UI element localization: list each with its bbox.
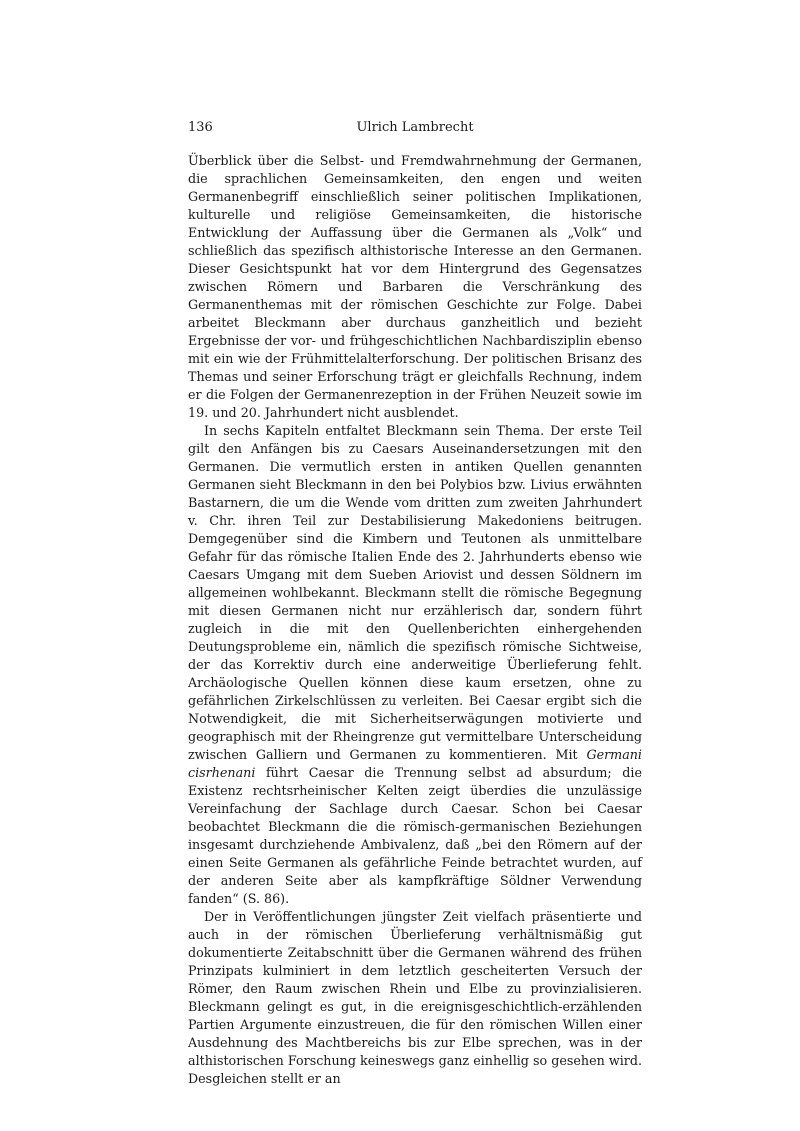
- paragraph-2-part-1: In sechs Kapiteln entfaltet Bleckmann sein Thema. Der erste Teil gilt den Anfängen bis zu Caesars Auseinandersetzungen mit den Germanen. Die vermutlich ersten in antiken Quellen genannten Germanen sieht Bleckmann in den bei Polybios bzw. Livius erwähnten Bastarnern, die um die Wende vom dritten zum zweiten Jahrhundert v. Chr. ihren Teil zur Destabilisierung Makedoniens beitrugen. Demgegenüber sind die Kimbern und Teutonen als unmittelbare Gefahr für das römische Italien Ende des 2. Jahrhunderts ebenso wie Caesars Umgang mit dem Sueben Ariovist und dessen Söldnern im allgemeinen wohlbekannt. Bleckmann stellt die römische Begegnung mit diesen Germanen nicht nur erzählerisch dar, sondern führt zugleich in die mit den Quellenberichten einhergehenden Deutungsprobleme ein, nämlich die spezifisch römische Sichtweise, der das Korrektiv durch eine anderweitige Überlieferung fehlt. Archäologische Quellen können diese kaum ersetzen, ohne zu gefährlichen Zirkelschlüssen zu verleiten. Bei Caesar ergibt sich die Notwendigkeit, die mit Sicherheitserwägungen motivierte und geographisch mit der Rheingrenze gut vermittelbare Unterscheidung zwischen Galliern und Germanen zu kommentieren. Mit: [188, 423, 642, 762]
- italic-term: Germani cisrhenani: [188, 747, 642, 780]
- paragraph-3: Der in Veröffentlichungen jüngster Zeit vielfach präsentierte und auch in der römischen Überlieferung verhältnismäßig gut dokumentierte Zeitabschnitt über die Germanen während des frühen Prinzipats kulminiert in dem letztlich gescheiterten Versuch der Römer, den Raum zwischen Rhein und Elbe zu provinzialisieren. Bleckmann gelingt es gut, in die ereignisgeschichtlich-erzählenden Partien Argumente einzustreuen, die für den römischen Willen einer Ausdehnung des Machtbereichs bis zur Elbe sprechen, was in der althistorischen Forschung keineswegs ganz einhellig so gesehen wird. Desgleichen stellt er an: [188, 909, 642, 1086]
- body-text: [188, 152, 642, 1088]
- paragraph-2-part-2: führt Caesar die Trennung selbst ad absurdum; die Existenz rechtsrheinischer Kelten zeigt überdies die unzulässige Vereinfachung der Sachlage durch Caesar. Schon bei Caesar beobachtet Bleckmann die die römisch-germanischen Beziehungen insgesamt durchziehende Ambivalenz, daß „bei den Römern auf der einen Seite Germanen als gefährliche Feinde betrachtet wurden, auf der anderen Seite aber als kampfkräftige Söldner Verwendung fanden“ (S. 86).: [188, 765, 642, 906]
- page-number: 136: [188, 120, 213, 135]
- running-title: Ulrich Lambrecht: [356, 120, 474, 135]
- paragraph-2: [188, 422, 642, 908]
- page-header: [188, 120, 642, 138]
- paragraph-1: Überblick über die Selbst- und Fremdwahrnehmung der Germanen, die sprachlichen Gemeinsamkeiten, den engen und weiten Germanenbegriff einschließlich seiner politischen Implikationen, kulturelle und religiöse Gemeinsamkeiten, die historische Entwicklung der Auffassung über die Germanen als „Volk“ und schließlich das spezifisch althistorische Interesse an den Germanen. Dieser Gesichtspunkt hat vor dem Hintergrund des Gegensatzes zwischen Römern und Barbaren die Verschränkung des Germanenthemas mit der römischen Geschichte zur Folge. Dabei arbeitet Bleckmann aber durchaus ganzheitlich und bezieht Ergebnisse der vor- und frühgeschichtlichen Nachbardisziplin ebenso mit ein wie der Frühmittelalterforschung. Der politischen Brisanz des Themas und seiner Erforschung trägt er gleichfalls Rechnung, indem er die Folgen der Germanenrezeption in der Frühen Neuzeit sowie im 19. und 20. Jahrhundert nicht ausblendet.: [188, 153, 642, 420]
